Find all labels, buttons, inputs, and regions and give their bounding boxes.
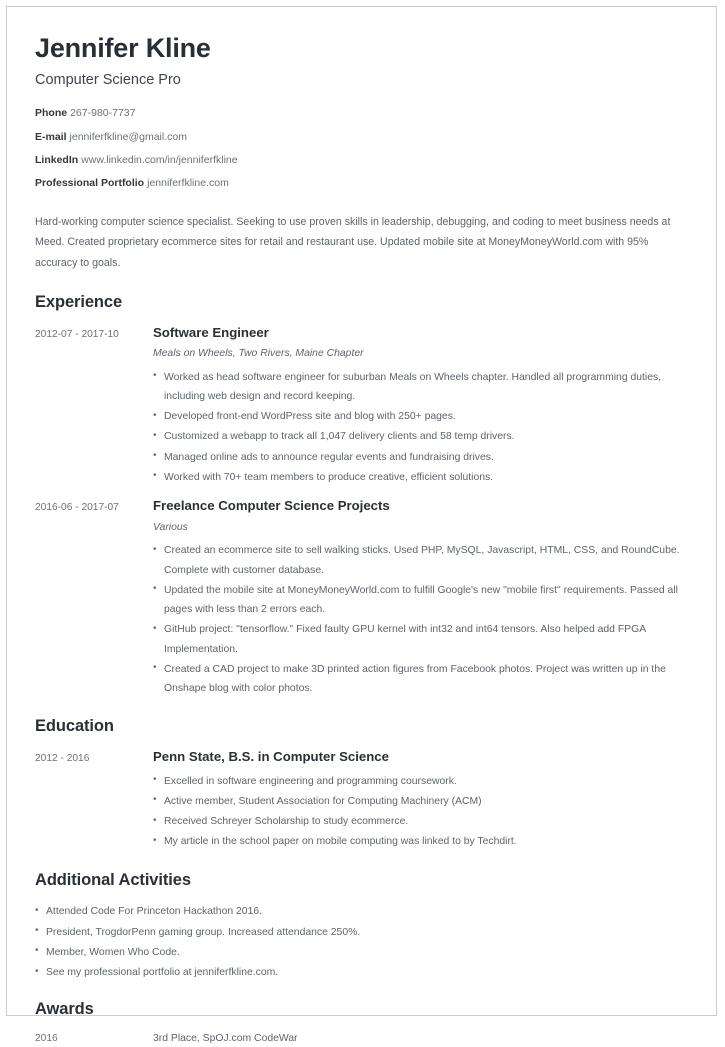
contact-row	[35, 177, 688, 190]
resume-document	[6, 6, 717, 1045]
experience-entries	[35, 325, 688, 700]
bullet-item: • Created an ecommerce site to sell walking sticks. Used PHP, MySQL, Javascript, HTML, CSS, and RoundCube. Complete with customer database.	[153, 541, 688, 580]
entry-date-range: 2012-07 - 2017-10	[35, 328, 119, 340]
experience-bullet-list	[153, 368, 688, 488]
bullet-item: • Managed online ads to announce regular events and fundraising drives.	[153, 448, 688, 467]
bullet-item: • Member, Women Who Code.	[35, 943, 688, 962]
contact-row	[35, 131, 688, 144]
section-awards	[35, 1000, 688, 1046]
bullet-item: • GitHub project: "tensorflow." Fixed faulty GPU kernel with int32 and int64 tensors. Also helped add FPGA Implementation.	[153, 620, 688, 659]
school-degree: Penn State, B.S. in Computer Science	[153, 749, 389, 765]
contact-label: E-mail	[35, 130, 67, 143]
contact-row	[35, 154, 688, 167]
contact-label: Professional Portfolio	[35, 176, 145, 189]
section-title-experience: Experience	[35, 292, 123, 311]
bullet-item: • Excelled in software engineering and programming coursework.	[153, 772, 688, 791]
organization-name: Various	[153, 521, 188, 533]
entry-body	[153, 325, 688, 489]
education-entries	[35, 749, 688, 853]
bullet-item: • Active member, Student Association for Computing Machinery (ACM)	[153, 792, 688, 811]
contact-value[interactable]: www.linkedin.com/in/jenniferfkline	[81, 153, 238, 166]
experience-entry	[35, 325, 688, 489]
entry-body	[153, 498, 688, 699]
section-education	[35, 717, 688, 852]
section-title-education: Education	[35, 717, 114, 736]
bullet-item: • Developed front-end WordPress site and blog with 250+ pages.	[153, 407, 688, 426]
bullet-item: • Received Schreyer Scholarship to study ecommerce.	[153, 812, 688, 831]
bullet-item: • See my professional portfolio at jenniferfkline.com.	[35, 963, 688, 982]
contact-value[interactable]: jenniferfkline@gmail.com	[69, 130, 187, 143]
award-year: 2016	[35, 1033, 58, 1045]
section-experience	[35, 293, 688, 699]
section-title-awards: Awards	[35, 1000, 94, 1019]
job-title: Freelance Computer Science Projects	[153, 498, 390, 514]
bullet-item: • Worked with 70+ team members to produce creative, efficient solutions.	[153, 468, 688, 487]
award-description: 3rd Place, SpOJ.com CodeWar	[153, 1033, 298, 1045]
contact-list	[35, 107, 688, 190]
bullet-item: • Customized a webapp to track all 1,047 delivery clients and 58 temp drivers.	[153, 427, 688, 446]
resume-header	[35, 33, 688, 89]
professional-summary: Hard-working computer science specialist. Seeking to use proven skills in leadership, debugging, and coding to meet business needs at Meed. Created proprietary ecommerce sites for retail and restaurant use. Updated mobile site at MoneyMoneyWorld.com with 95% accuracy to goals.	[35, 215, 671, 269]
bullet-item: • Updated the mobile site at MoneyMoneyWorld.com to fulfill Google's new "mobile first" requirements. Passed all pages with less than 2 errors each.	[153, 581, 688, 620]
section-activities	[35, 871, 688, 983]
contact-value[interactable]: 267-980-7737	[70, 107, 136, 120]
job-title: Software Engineer	[153, 324, 269, 340]
organization-name: Meals on Wheels, Two Rivers, Maine Chapter	[153, 348, 364, 360]
awards-entries	[35, 1032, 688, 1047]
bullet-item: • President, TrogdorPenn gaming group. Increased attendance 250%.	[35, 923, 688, 942]
candidate-name: Jennifer Kline	[35, 33, 211, 63]
contact-label: Phone	[35, 107, 68, 120]
contact-row	[35, 107, 688, 120]
bullet-item: • Created a CAD project to make 3D printed action figures from Facebook photos. Project was written up in the Onshape blog with color photos.	[153, 660, 688, 699]
award-entry	[35, 1032, 688, 1047]
section-title-activities: Additional Activities	[35, 870, 191, 889]
experience-entry	[35, 498, 688, 699]
activities-bullet-list	[35, 902, 688, 982]
bullet-item: • My article in the school paper on mobile computing was linked to by Techdirt.	[153, 832, 688, 851]
entry-date-range: 2016-06 - 2017-07	[35, 502, 119, 514]
bullet-item: • Worked as head software engineer for suburban Meals on Wheels chapter. Handled all programming duties, including web design and record keeping.	[153, 368, 688, 407]
experience-bullet-list	[153, 541, 688, 698]
candidate-headline: Computer Science Pro	[35, 72, 181, 89]
entry-body	[153, 749, 688, 853]
entry-date-range: 2012 - 2016	[35, 753, 90, 765]
contact-value[interactable]: jenniferfkline.com	[147, 176, 229, 189]
contact-label: LinkedIn	[35, 153, 79, 166]
education-entry	[35, 749, 688, 853]
education-bullet-list	[153, 772, 688, 852]
bullet-item: • Attended Code For Princeton Hackathon 2016.	[35, 902, 688, 921]
